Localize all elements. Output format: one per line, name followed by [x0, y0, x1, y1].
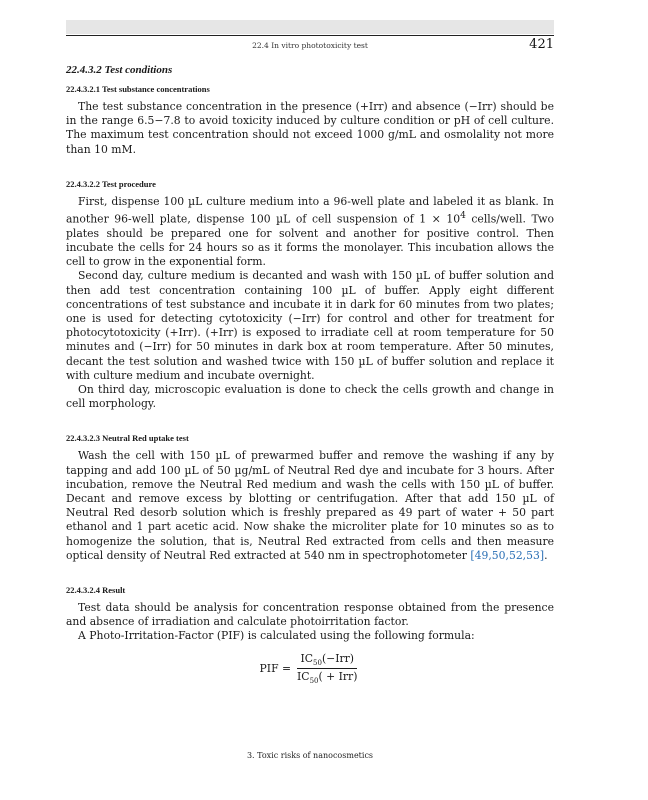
page-footer: 3. Toxic risks of nanocosmetics [246, 751, 374, 760]
running-head: 22.4 In vitro phototoxicity test [252, 41, 368, 50]
section-title: 22.4.3.2 Test conditions [66, 64, 173, 76]
paragraph-concentrations: The test substance concentration in the presence (+Irr) and absence (−Irr) should be in the range 6.5−7.8 to avoid toxicity induced by culture condition or pH of cell culture. The maximum test concentration should not exceed 1000 g/mL and osmolality not more than 10 mM. [66, 100, 554, 156]
paragraph-result-2: A Photo-Irritation-Factor (PIF) is calculated using the following formula: [78, 629, 475, 643]
paragraph-procedure-2: Second day, culture medium is decanted and wash with 150 µL of buffer solution and then add test concentration containing 100 µL of buffer. Apply eight different concentrations of test substance and incubate it in dark for 60 minutes from two plates; one is used for detecting cytotoxicity (−Irr) for control and other for treatment for photocytotoxicity (+Irr). (+Irr) is exposed to irradiate cell at room temperature for 50 minutes and (−Irr) for 50 minutes in dark box at room temperature. After 50 minutes, decant the test solution and washed twice with 150 µL of buffer solution and replace it with culture medium and incubate overnight. [66, 269, 554, 382]
pif-formula [66, 652, 554, 685]
citation-link[interactable]: [49,50,52,53] [470, 548, 545, 562]
procedure-text-b: cells/well. Two plates should be prepared one for solvent and another for positive control. Then incubate the cells for 24 hours so as it forms the monolayer. This incubation allows the cell to grow in the exponential form. [66, 212, 555, 269]
neutral-red-end: . [544, 548, 548, 562]
paragraph-neutral-red [66, 449, 554, 563]
formula-fraction [294, 652, 360, 685]
paragraph-procedure-3: On third day, microscopic evaluation is done to check the cells growth and change in cell morphology. [66, 383, 554, 411]
subsection-title-neutral-red: 22.4.3.2.3 Neutral Red uptake test [66, 433, 189, 444]
subsection-title-procedure: 22.4.3.2.2 Test procedure [66, 178, 156, 189]
page-content [66, 64, 554, 685]
procedure-exponent: 4 [460, 211, 466, 222]
header-rule [66, 35, 554, 36]
paragraph-result-1: Test data should be analysis for concentration response obtained from the presence and absence of irradiation and calculate photoirritation factor. [66, 601, 554, 629]
formula-numerator: $IC_{50}(-Irr)$ [297, 652, 357, 669]
header-bar [66, 20, 554, 34]
procedure-text-a: First, dispense 100 µL culture medium into a 96-well plate and labeled it as blank. In another 96-well plate, dispense 100 µL of cell suspension of 1 × 10 [66, 194, 554, 226]
page-number: 421 [529, 37, 554, 52]
paragraph-procedure-1 [66, 195, 554, 270]
neutral-red-text: Wash the cell with 150 µL of prewarmed buffer and remove the washing if any by tapping and add 100 µL of 50 µg/mL of Neutral Red dye and incubate for 3 hours. After incubation, remove the Neutral Red medium and wash the cells with 150 µL of buffer. Decant and remove excess by blotting or centrifugation. After that add 150 µL of Neutral Red desorb solution which is freshly prepared as 49 part of water + 50 part ethanol and 1 part acetic acid. Now shake the microliter plate for 10 minutes so as to homogenize the solution, that is, Neutral Red extracted from cells and then measure optical density of Neutral Red extracted at 540 nm in spectrophotometer [66, 449, 554, 562]
subsection-title-result: 22.4.3.2.4 Result [66, 585, 126, 596]
formula-lhs: PIF = [259, 661, 292, 675]
subsection-title-concentrations: 22.4.3.2.1 Test substance concentrations [66, 84, 210, 94]
formula-denominator: $IC_{50}( + Irr)$ [297, 669, 358, 685]
